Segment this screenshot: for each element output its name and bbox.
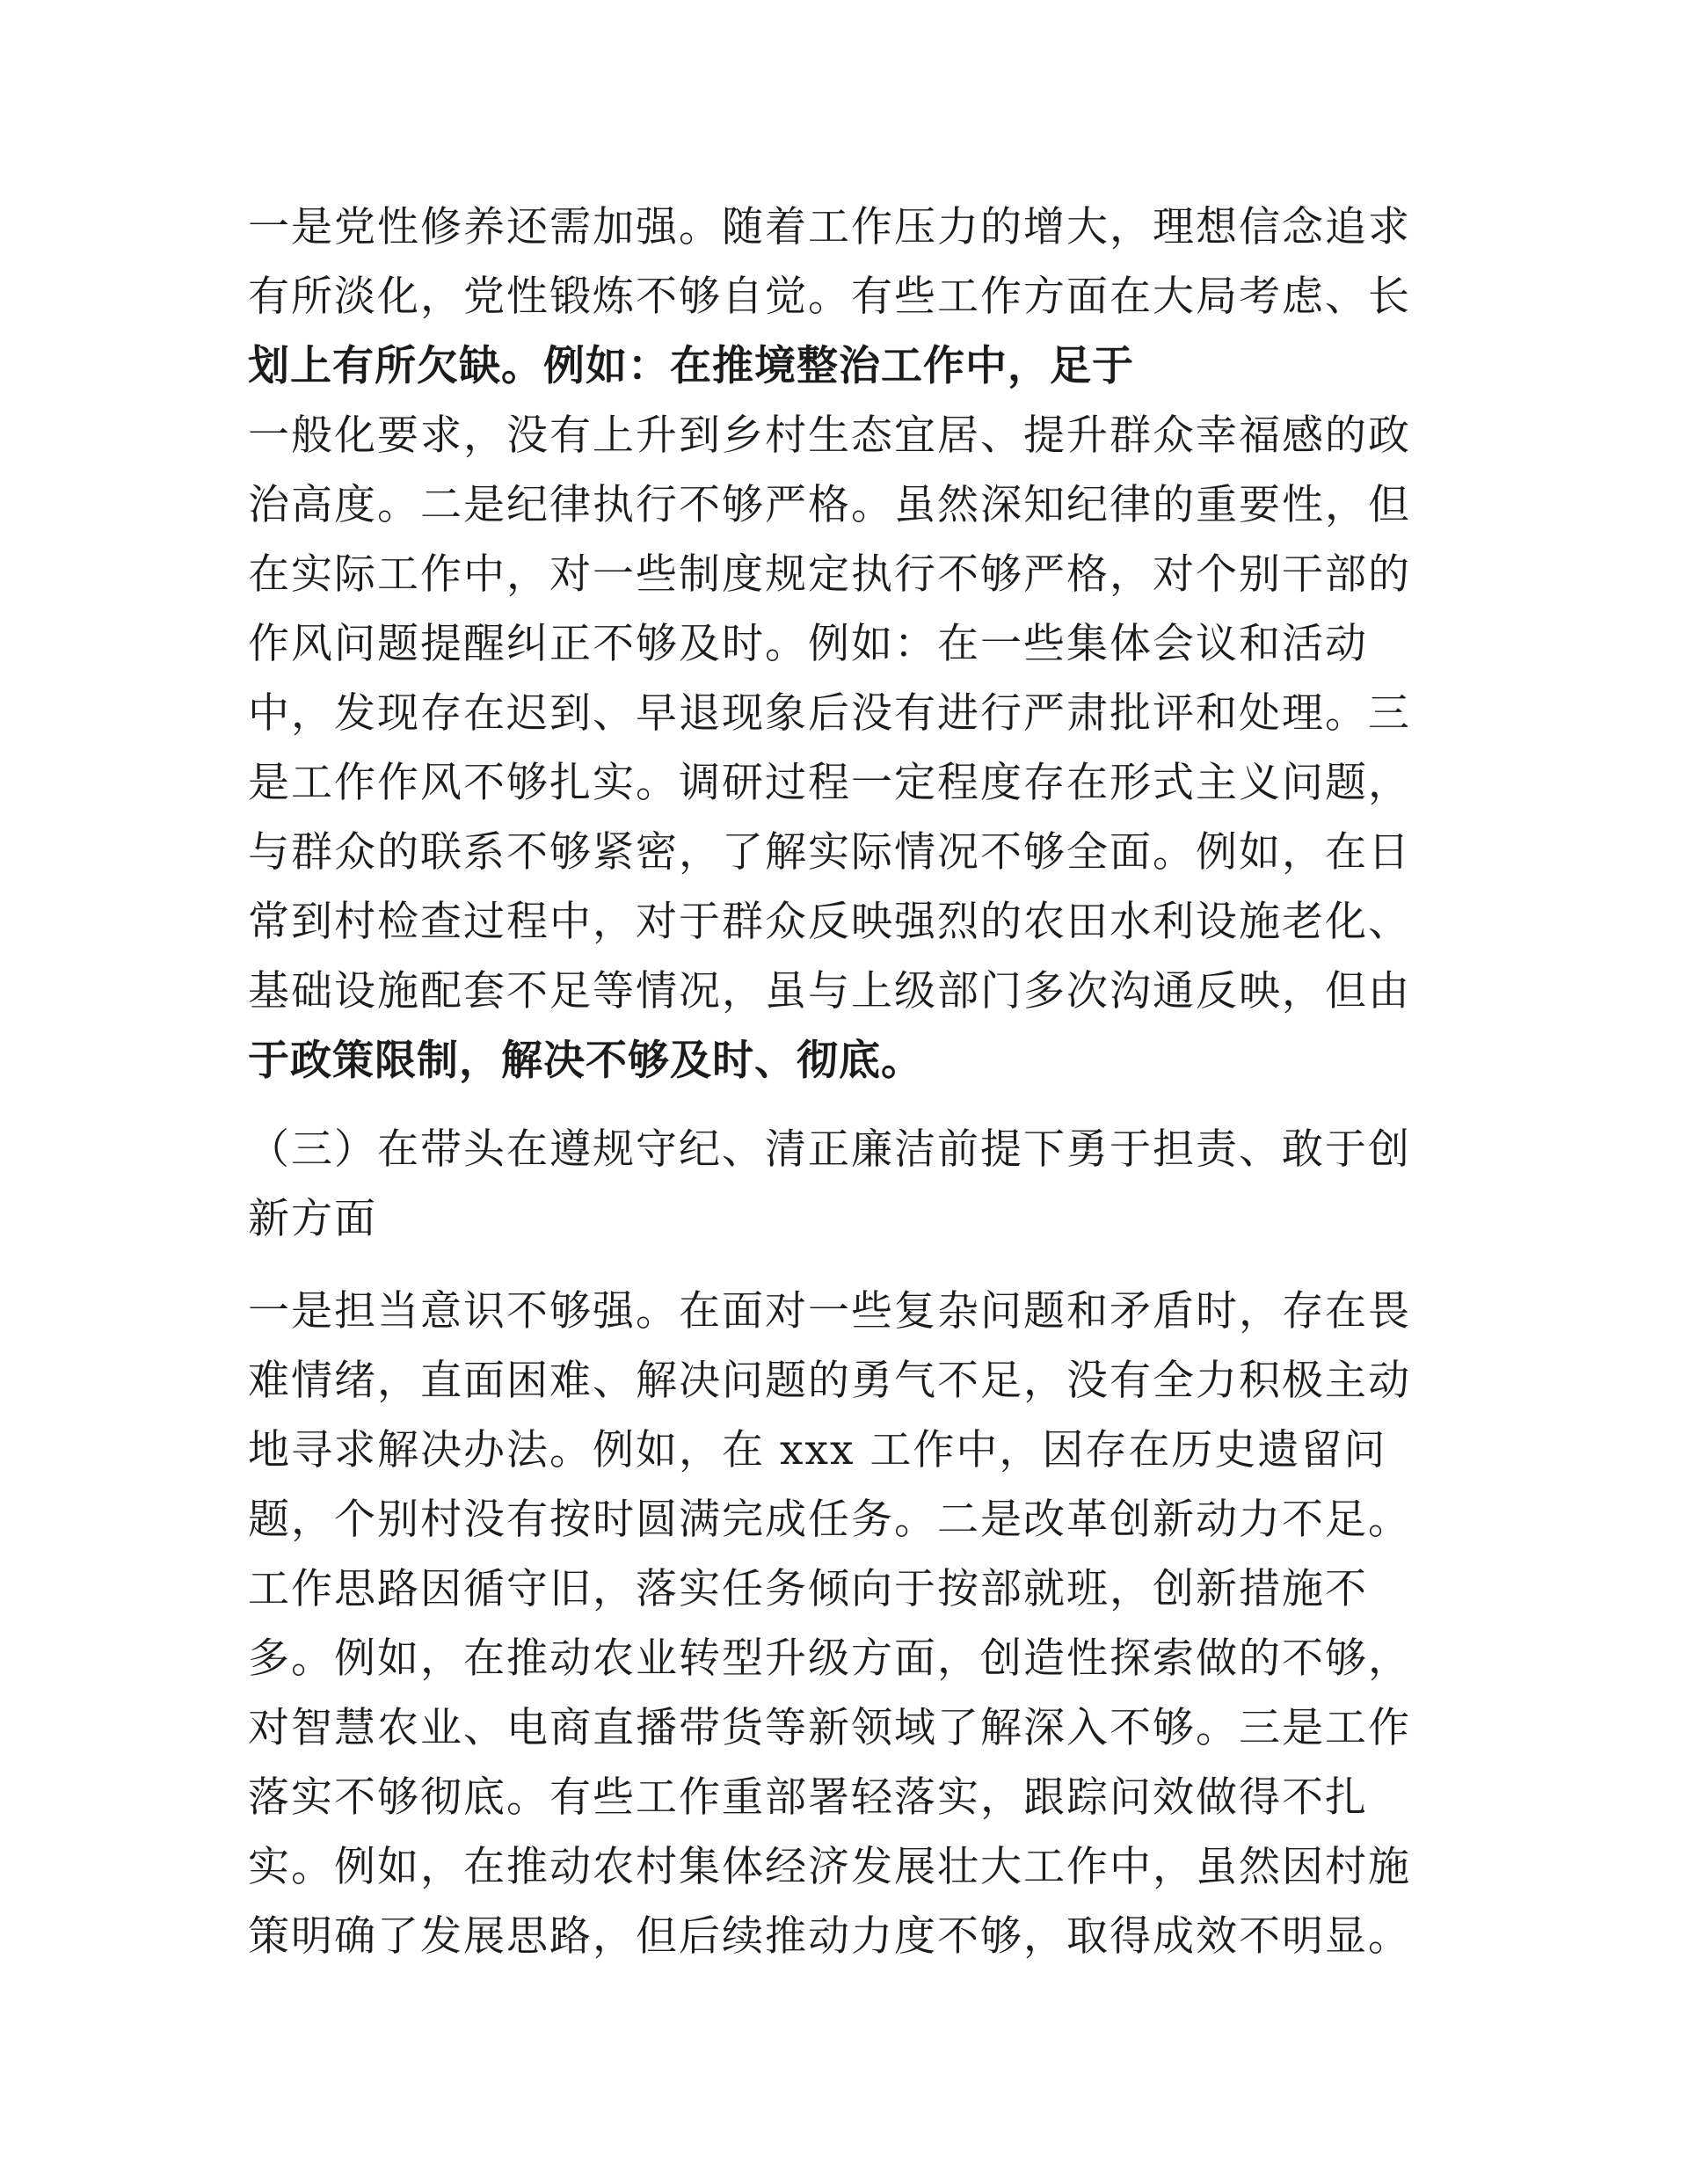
text-line: 实。例如，在推动农村集体经济发展壮大工作中，虽然因村施 xyxy=(248,1843,1411,1891)
text-line: 常到村检查过程中，对于群众反映强烈的农田水利设施老化、 xyxy=(248,898,1411,946)
heading-line: 新方面 xyxy=(248,1195,377,1243)
text-line: 策明确了发展思路，但后续推动力度不够，取得成效不明显。 xyxy=(248,1912,1411,1961)
text-line: 基础设施配套不足等情况，虽与上级部门多次沟通反映，但由 xyxy=(248,967,1411,1016)
text-line: 落实不够彻底。有些工作重部署轻落实，跟踪问效做得不扎 xyxy=(248,1773,1368,1822)
paragraph-party-discipline xyxy=(248,193,1444,1096)
paragraph-responsibility-innovation xyxy=(248,1277,1444,1971)
text-line: 与群众的联系不够紧密，了解实际情况不够全面。例如，在日 xyxy=(248,828,1411,877)
text-line: 划上有所欠缺。例如：在推境整治工作中，足于 xyxy=(248,342,1134,390)
text-line: 一是担当意识不够强。在面对一些复杂问题和矛盾时，存在畏 xyxy=(248,1287,1411,1336)
heading-line: （三）在带头在遵规守纪、清正廉洁前提下勇于担责、敢于创 xyxy=(248,1125,1411,1174)
text-line: 是工作作风不够扎实。调研过程一定程度存在形式主义问题， xyxy=(248,759,1411,807)
text-line: 作风问题提醒纠正不够及时。例如：在一些集体会议和活动 xyxy=(248,620,1368,668)
section-heading-3 xyxy=(248,1115,1444,1254)
text-line: 在实际工作中，对一些制度规定执行不够严格，对个别干部的 xyxy=(248,550,1411,599)
text-line: 一般化要求，没有上升到乡村生态宜居、提升群众幸福感的政 xyxy=(248,411,1411,460)
text-line: 工作思路因循守旧，落实任务倾向于按部就班，创新措施不 xyxy=(248,1565,1368,1613)
text-line: 多。例如，在推动农业转型升级方面，创造性探索做的不够， xyxy=(248,1634,1411,1683)
text-line: 有所淡化，党性锻炼不够自觉。有些工作方面在大局考虑、长 xyxy=(248,273,1411,321)
text-line: 地寻求解决办法。例如，在 xxx 工作中，因存在历史遗留问 xyxy=(248,1426,1387,1474)
text-line: 难情绪，直面困难、解决问题的勇气不足，没有全力积极主动 xyxy=(248,1357,1411,1405)
text-line: 对智慧农业、电商直播带货等新领域了解深入不够。三是工作 xyxy=(248,1704,1411,1752)
text-line: 治高度。二是纪律执行不够严格。虽然深知纪律的重要性，但 xyxy=(248,481,1411,529)
text-line: 中，发现存在迟到、早退现象后没有进行严肃批评和处理。三 xyxy=(248,689,1411,738)
text-line: 题，个别村没有按时圆满完成任务。二是改革创新动力不足。 xyxy=(248,1496,1411,1544)
text-line: 一是党性修养还需加强。随着工作压力的增大，理想信念追求 xyxy=(248,203,1411,251)
text-line: 于政策限制，解决不够及时、彻底。 xyxy=(248,1037,923,1085)
